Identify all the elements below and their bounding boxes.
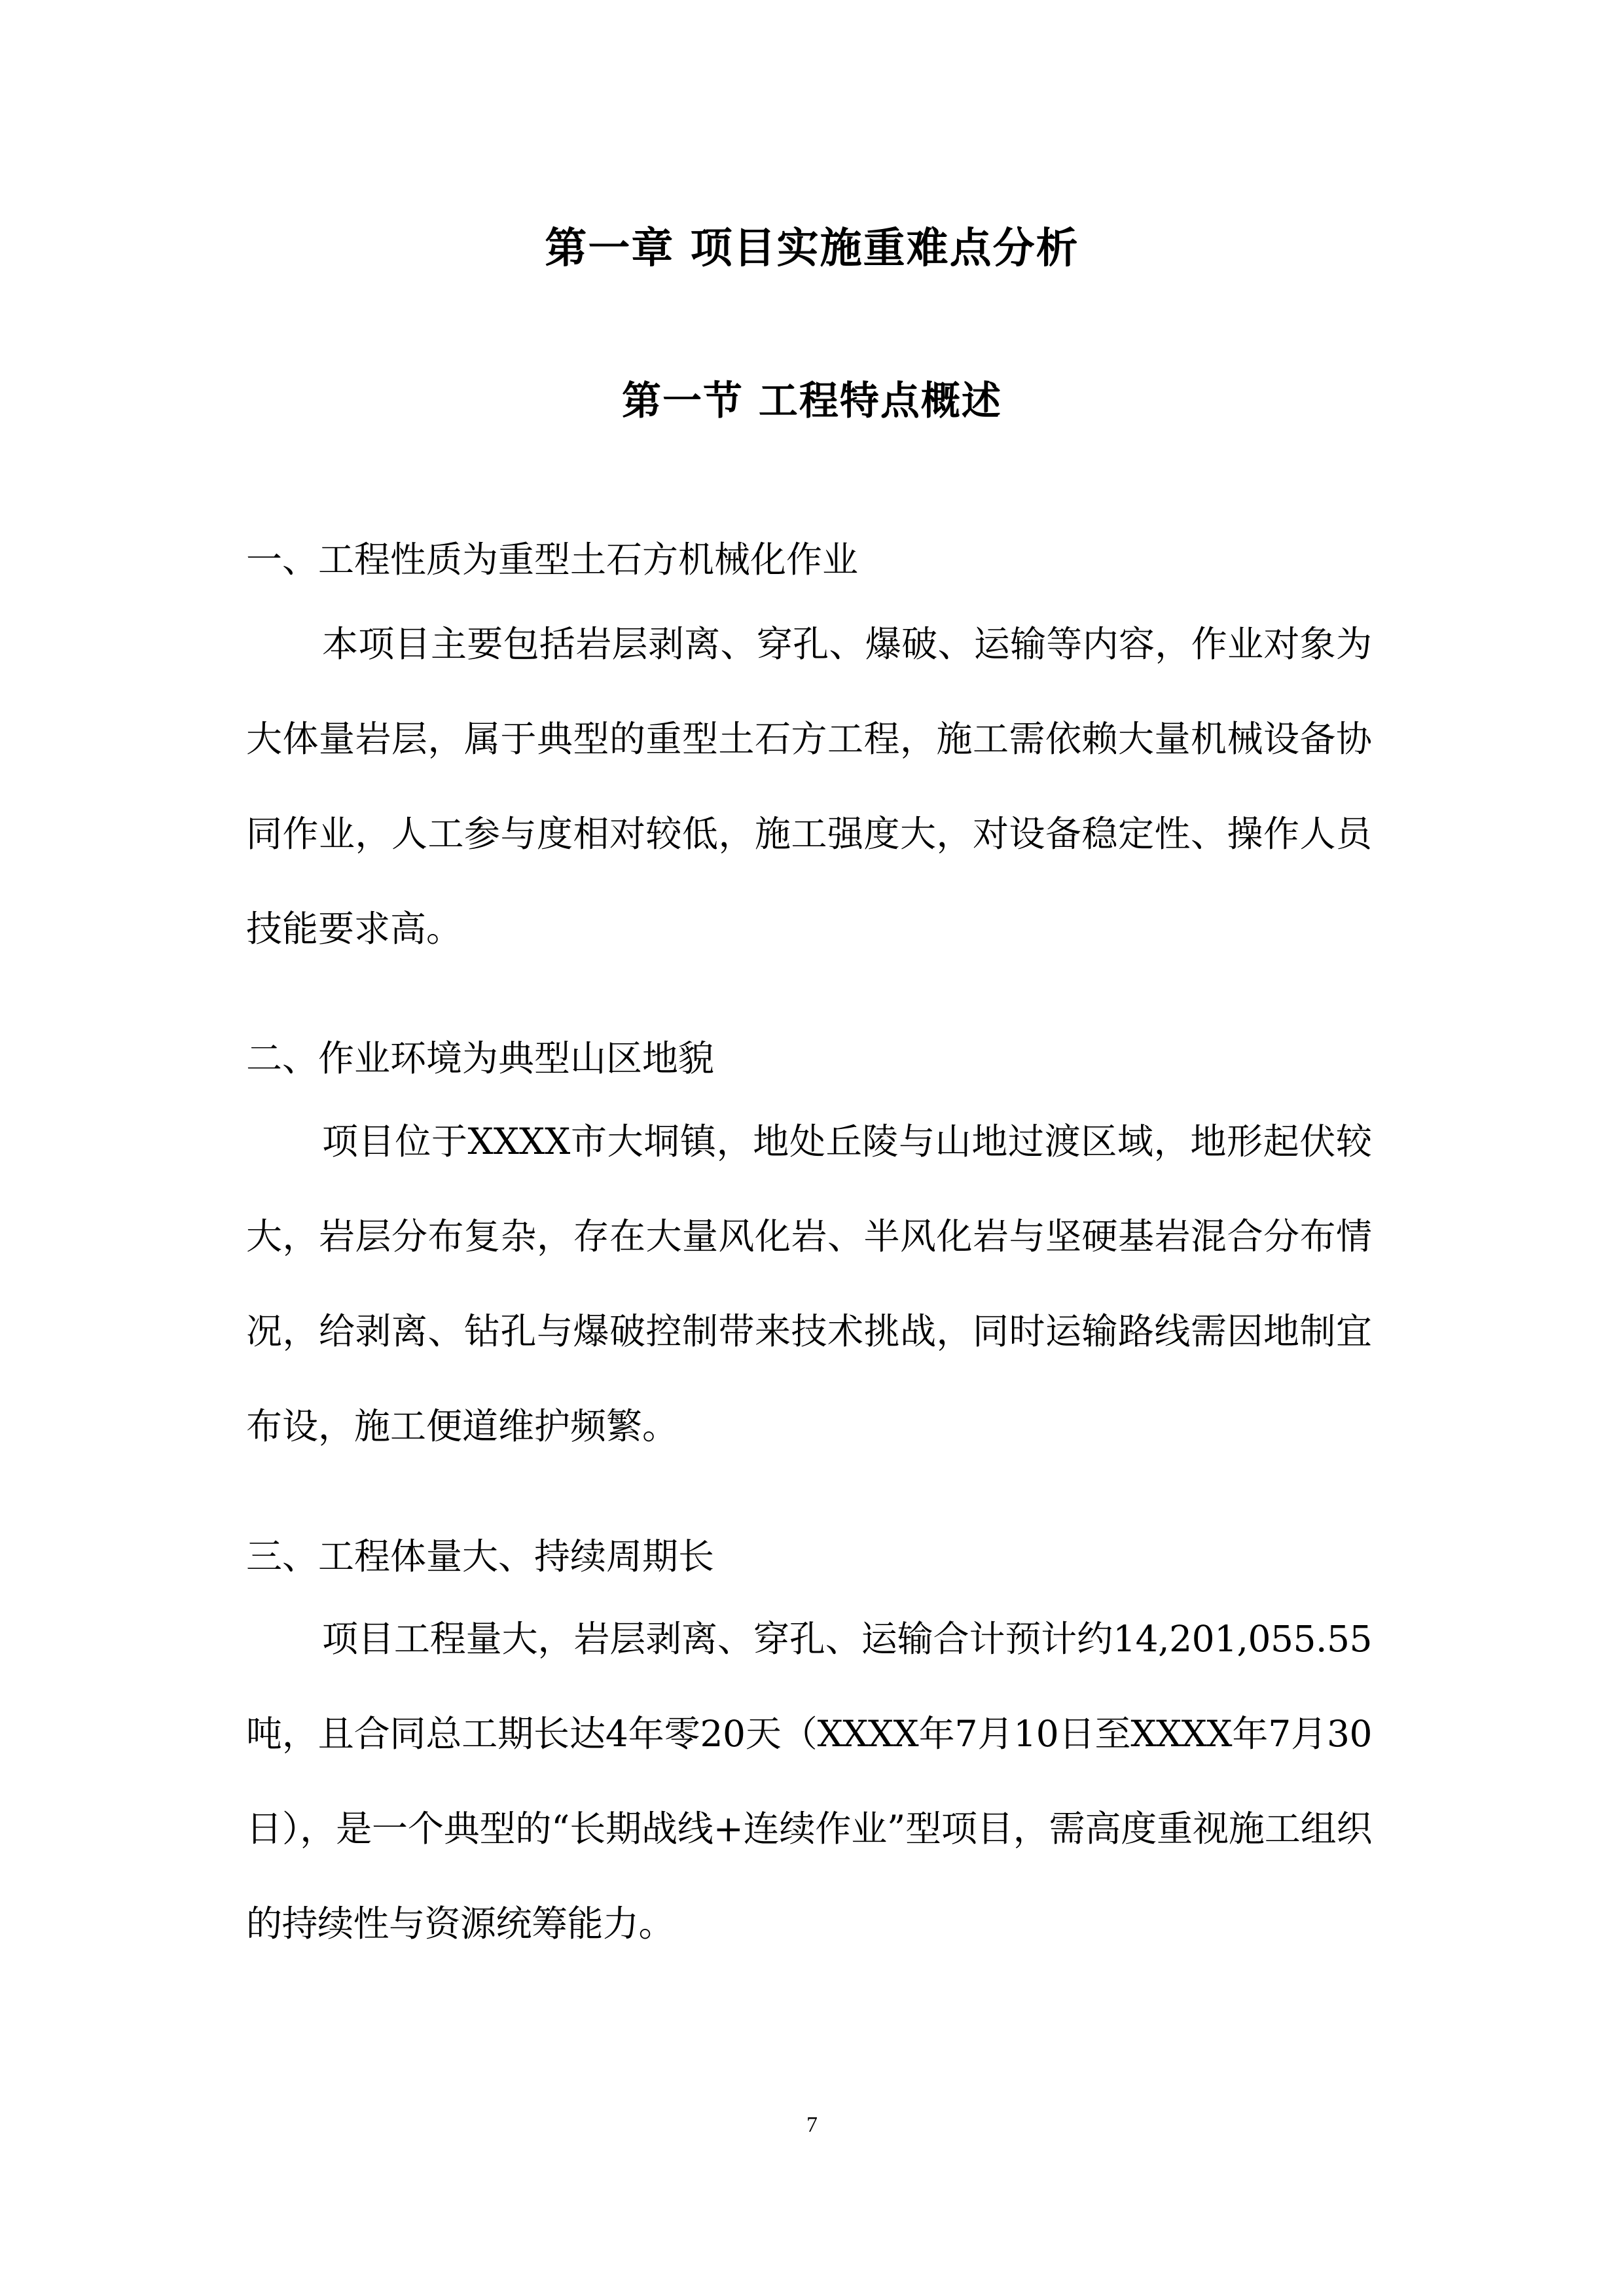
section-heading-3: 三、工程体量大、持续周期长 — [246, 1535, 715, 1577]
section-paragraph-3: 项目工程量大，岩层剥离、穿孔、运输合计预计约14,201,055.55吨，且合同总工期长达4年零20天（XXXX年7月10日至XXXX年7月30日），是一个典型的“长期战线+连续作业”型项目，需高度重视施工组织的持续性与资源统筹能力。 — [246, 1618, 1372, 1945]
page-number: 7 — [806, 2113, 818, 2137]
section-title: 第一节 工程特点概述 — [622, 378, 1002, 424]
section-heading-1: 一、工程性质为重型土石方机械化作业 — [246, 539, 859, 581]
section-paragraph-2: 项目位于XXXX市大垌镇，地处丘陵与山地过渡区域，地形起伏较大，岩层分布复杂，存在大量风化岩、半风化岩与坚硬基岩混合分布情况，给剥离、钻孔与爆破控制带来技术挑战，同时运输路线需因地制宜布设，施工便道维护频繁。 — [246, 1121, 1372, 1447]
chapter-title: 第一章 项目实施重难点分析 — [545, 224, 1079, 273]
section-paragraph-1: 本项目主要包括岩层剥离、穿孔、爆破、运输等内容，作业对象为大体量岩层，属于典型的重型土石方工程，施工需依赖大量机械设备协同作业，人工参与度相对较低，施工强度大，对设备稳定性、操作人员技能要求高。 — [246, 623, 1372, 950]
section-heading-2: 二、作业环境为典型山区地貌 — [246, 1037, 715, 1079]
